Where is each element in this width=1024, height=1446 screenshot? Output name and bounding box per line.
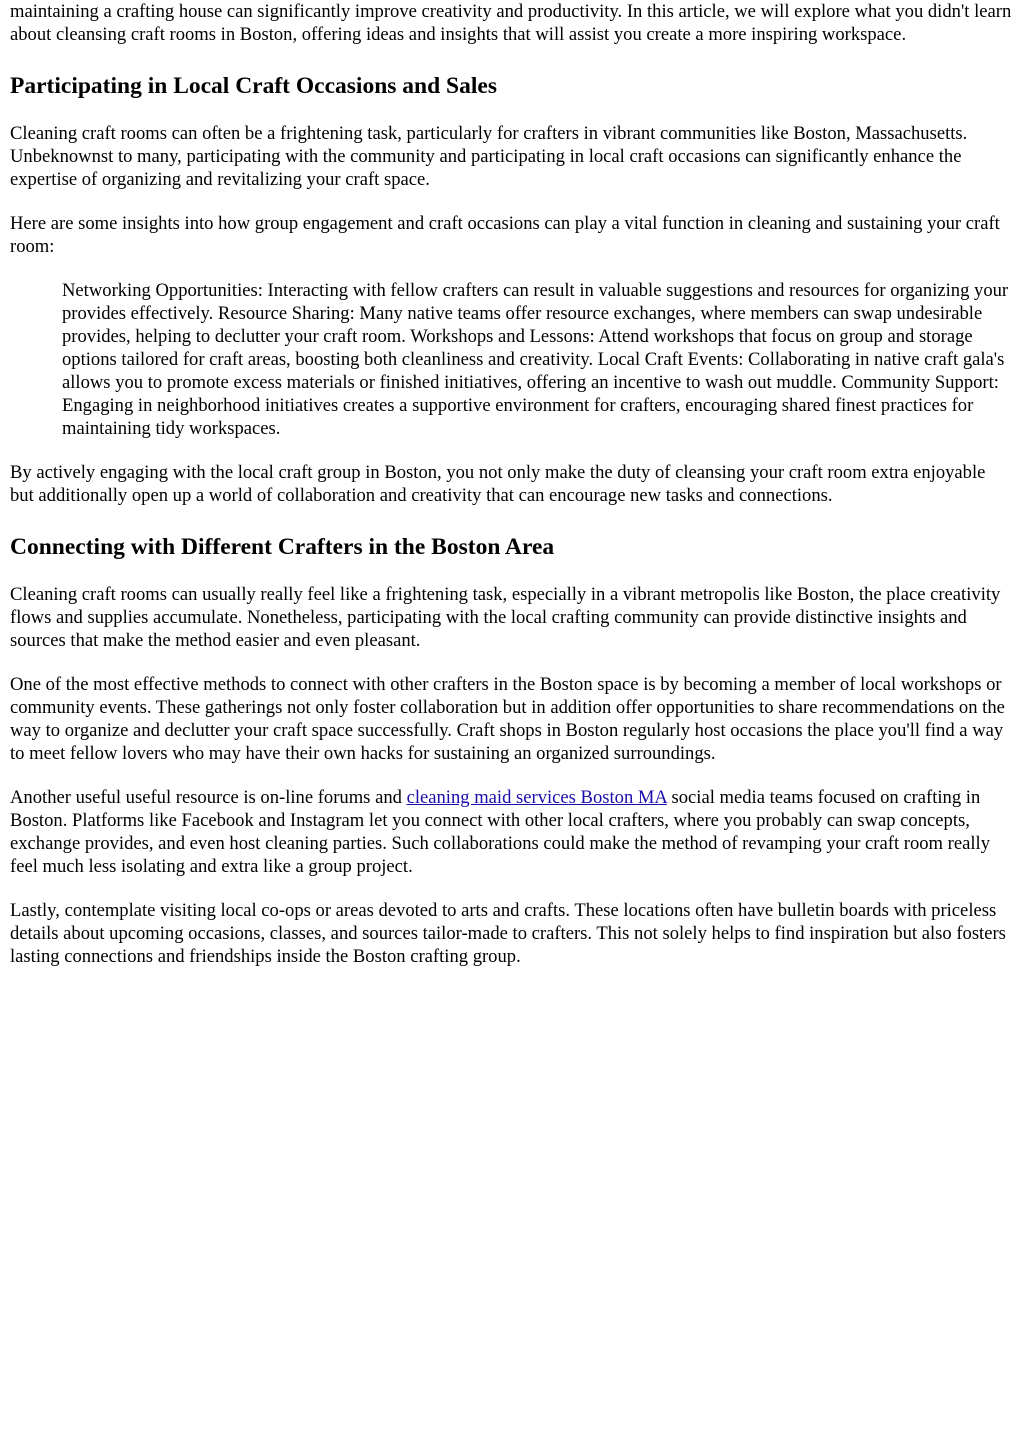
paragraph: One of the most effective methods to connect with other crafters in the Boston space is by becoming a member of local workshops or community events. These gatherings not only foster collaboration but in addition offer opportunities to share recommendations on the way to organize and declutter your craft space successfully. Craft shops in Boston regularly host occasions the place you'll find a way to meet fellow lovers who may have their own hacks for sustaining an organized surroundings.: [10, 674, 1005, 764]
intro-paragraph: maintaining a crafting house can significantly improve creativity and productivity. In this article, we will explore what you didn't learn about cleansing craft rooms in Boston, offering ideas and insights that will assist you create a more inspiring workspace.: [10, 1, 1012, 45]
section-heading-connecting-crafters: Connecting with Different Crafters in the Boston Area: [10, 534, 555, 560]
paragraph: By actively engaging with the local craft group in Boston, you not only make the duty of cleansing your craft room extra enjoyable but additionally open up a world of collaboration and creativity that can encourage new tasks and connections.: [10, 462, 986, 506]
paragraph: Cleaning craft rooms can usually really feel like a frightening task, especially in a vibrant metropolis like Boston, the place creativity flows and supplies accumulate. Nonetheless, participating with the local crafting community can provide distinctive insights and sources that make the method easier and even pleasant.: [10, 584, 1001, 651]
text-after-link: social media teams focused on crafting in Boston. Platforms like Facebook and Instagram let you connect with other local crafters, where you probably can swap concepts, exchange provides, and even host cleaning parties. Such collaborations could make the method of revamping your craft room really feel much less isolating and extra like a group project.: [10, 787, 990, 877]
insights-blockquote: Networking Opportunities: Interacting with fellow crafters can result in valuable suggestions and resources for organizing your provides effectively. Resource Sharing: Many native teams offer resource exchanges, where members can swap undesirable provides, helping to declutter your craft room. Workshops and Lessons: Attend workshops that focus on group and storage options tailored for craft areas, boosting both cleanliness and creativity. Local Craft Events: Collaborating in native craft gala's allows you to promote excess materials or finished initiatives, offering an incentive to wash out muddle. Community Support: Engaging in neighborhood initiatives creates a supportive environment for crafters, encouraging shared finest practices for maintaining tidy workspaces.: [62, 280, 1009, 439]
paragraph: Cleaning craft rooms can often be a frightening task, particularly for crafters in vibrant communities like Boston, Massachusetts. Unbeknownst to many, participating with the community and participating in local craft occasions can significantly enhance the expertise of organizing and revitalizing your craft space.: [10, 123, 968, 190]
text-before-link: Another useful useful resource is on-line forums and: [10, 787, 407, 808]
section-heading-local-craft-occasions: Participating in Local Craft Occasions and Sales: [10, 73, 497, 99]
paragraph-with-link: [10, 786, 1012, 878]
paragraph: Lastly, contemplate visiting local co-ops or areas devoted to arts and crafts. These locations often have bulletin boards with priceless details about upcoming occasions, classes, and sources tailor-made to crafters. This not solely helps to find inspiration but also fosters lasting connections and friendships inside the Boston crafting group.: [10, 900, 1006, 967]
cleaning-maid-services-link[interactable]: cleaning maid services Boston MA: [406, 787, 667, 808]
paragraph: Here are some insights into how group engagement and craft occasions can play a vital function in cleaning and sustaining your craft room:: [10, 213, 1000, 257]
